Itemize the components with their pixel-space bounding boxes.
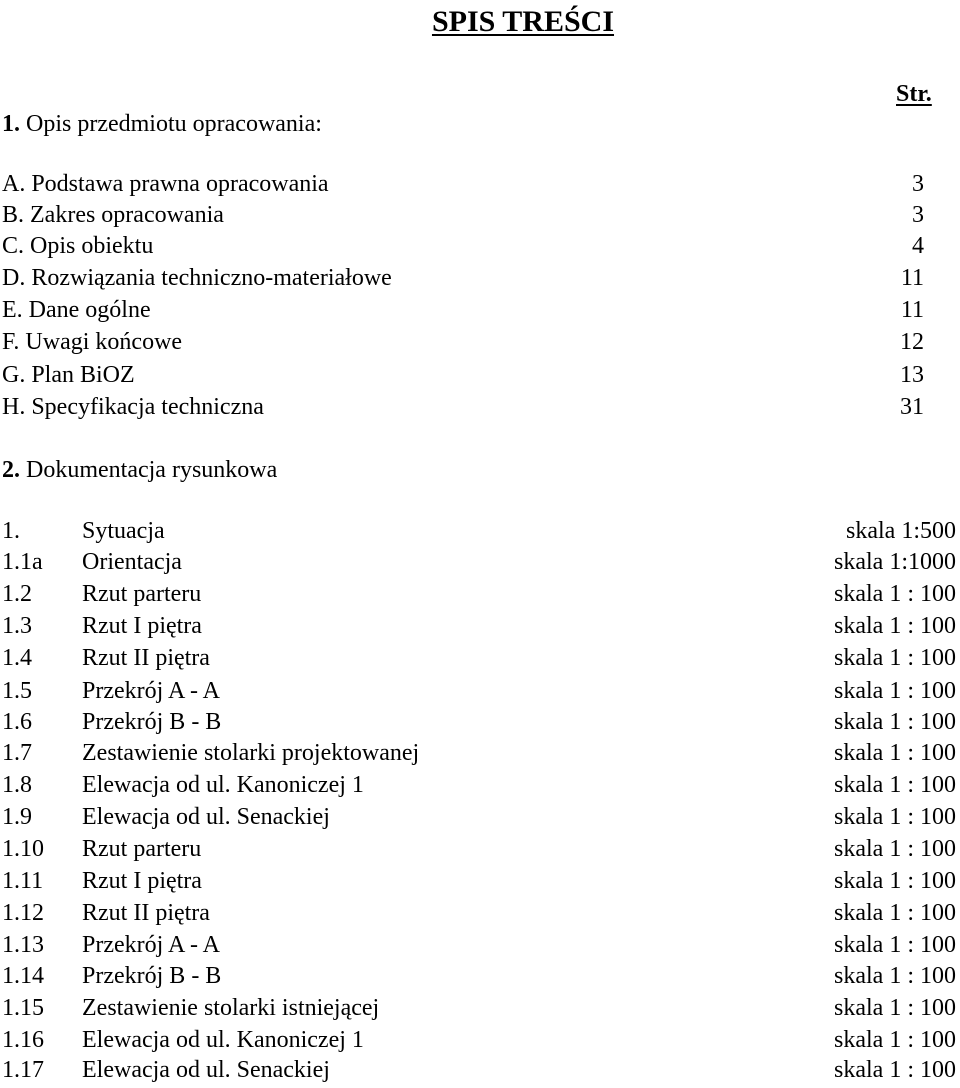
toc-page-g: 13 — [900, 362, 924, 388]
sheet-name: Przekrój B - B — [82, 709, 222, 735]
section-1-label: Opis przedmiotu opracowania: — [26, 111, 322, 137]
section-2-number: 2. — [2, 457, 20, 483]
sheet-name: Zestawienie stolarki projektowanej — [82, 740, 420, 766]
sheet-number: 1.4 — [2, 645, 32, 671]
sheet-row — [2, 869, 958, 899]
section-1-number: 1. — [2, 111, 20, 137]
sheet-scale: skala 1 : 100 — [834, 709, 956, 735]
toc-page-d: 11 — [900, 265, 924, 291]
sheet-scale: skala 1 : 100 — [834, 613, 956, 639]
sheet-number: 1.6 — [2, 709, 32, 735]
page-title: SPIS TREŚCI — [431, 5, 615, 38]
toc-page-c: 4 — [912, 233, 924, 259]
sheet-name: Przekrój A - A — [82, 678, 220, 704]
sheet-name: Elewacja od ul. Senackiej — [82, 1057, 330, 1083]
sheet-name: Elewacja od ul. Kanoniczej 1 — [82, 1027, 364, 1053]
section-2-label: Dokumentacja rysunkowa — [26, 457, 278, 483]
sheet-scale: skala 1 : 100 — [834, 678, 956, 704]
sheet-name: Rzut I piętra — [82, 613, 202, 639]
sheet-number: 1.5 — [2, 678, 32, 704]
sheet-name: Rzut II piętra — [82, 645, 210, 671]
sheet-row — [2, 710, 958, 740]
sheet-row — [2, 550, 958, 580]
sheet-name: Rzut parteru — [82, 836, 202, 862]
sheet-scale: skala 1:500 — [846, 518, 956, 544]
sheet-row — [2, 582, 958, 612]
sheet-row — [2, 805, 958, 835]
sheet-name: Elewacja od ul. Kanoniczej 1 — [82, 772, 364, 798]
section-1-heading — [2, 112, 322, 136]
sheet-scale: skala 1 : 100 — [834, 581, 956, 607]
sheet-scale: skala 1 : 100 — [834, 804, 956, 830]
sheet-row — [2, 1058, 958, 1088]
sheet-name: Orientacja — [82, 549, 182, 575]
sheet-name: Sytuacja — [82, 518, 165, 544]
sheet-row — [2, 837, 958, 867]
sheet-row — [2, 614, 958, 644]
sheet-number: 1.9 — [2, 804, 32, 830]
sheet-number: 1.16 — [2, 1027, 44, 1053]
sheet-name: Rzut parteru — [82, 581, 202, 607]
sheet-scale: skala 1 : 100 — [834, 995, 956, 1021]
sheet-row — [2, 646, 958, 676]
page-column-label: Str. — [896, 81, 932, 107]
section-2-heading — [2, 458, 277, 482]
sheet-number: 1.3 — [2, 613, 32, 639]
sheet-name: Zestawienie stolarki istniejącej — [82, 995, 380, 1021]
sheet-row — [2, 741, 958, 771]
sheet-scale: skala 1 : 100 — [834, 1027, 956, 1053]
sheet-scale: skala 1 : 100 — [834, 1057, 956, 1083]
sheet-name: Przekrój B - B — [82, 963, 222, 989]
sheet-number: 1.7 — [2, 740, 32, 766]
sheet-scale: skala 1 : 100 — [834, 963, 956, 989]
sheet-name: Rzut I piętra — [82, 868, 202, 894]
toc-page-a: 3 — [912, 171, 924, 197]
toc-item-e: E. Dane ogólne — [2, 297, 151, 323]
sheet-name: Elewacja od ul. Senackiej — [82, 804, 330, 830]
sheet-name: Przekrój A - A — [82, 932, 220, 958]
sheet-number: 1.12 — [2, 900, 44, 926]
sheet-number: 1.17 — [2, 1057, 44, 1083]
sheet-scale: skala 1 : 100 — [834, 740, 956, 766]
sheet-number: 1.10 — [2, 836, 44, 862]
sheet-row — [2, 773, 958, 803]
sheet-scale: skala 1 : 100 — [834, 645, 956, 671]
sheet-scale: skala 1 : 100 — [834, 836, 956, 862]
sheet-row — [2, 933, 958, 963]
sheet-scale: skala 1:1000 — [834, 549, 956, 575]
sheet-number: 1. — [2, 518, 20, 544]
sheet-number: 1.13 — [2, 932, 44, 958]
sheet-number: 1.8 — [2, 772, 32, 798]
sheet-number: 1.15 — [2, 995, 44, 1021]
sheet-scale: skala 1 : 100 — [834, 900, 956, 926]
sheet-name: Rzut II piętra — [82, 900, 210, 926]
toc-item-f: F. Uwagi końcowe — [2, 329, 183, 355]
sheet-scale: skala 1 : 100 — [834, 932, 956, 958]
toc-item-a: A. Podstawa prawna opracowania — [2, 171, 329, 197]
toc-item-c: C. Opis obiektu — [2, 233, 154, 259]
sheet-number: 1.14 — [2, 963, 44, 989]
sheet-number: 1.1a — [2, 549, 43, 575]
toc-page-f: 12 — [900, 329, 924, 355]
sheet-row — [2, 996, 958, 1026]
toc-item-h: H. Specyfikacja techniczna — [2, 394, 264, 420]
sheet-row — [2, 1028, 958, 1058]
sheet-row — [2, 964, 958, 994]
sheet-number: 1.11 — [2, 868, 44, 894]
toc-page-b: 3 — [912, 202, 924, 228]
sheet-scale: skala 1 : 100 — [834, 868, 956, 894]
toc-item-d: D. Rozwiązania techniczno-materiałowe — [2, 265, 392, 291]
sheet-row — [2, 679, 958, 709]
toc-page-h: 31 — [900, 394, 924, 420]
toc-page-e: 11 — [900, 297, 924, 323]
sheet-number: 1.2 — [2, 581, 32, 607]
toc-item-b: B. Zakres opracowania — [2, 202, 224, 228]
sheet-row — [2, 519, 958, 549]
sheet-scale: skala 1 : 100 — [834, 772, 956, 798]
sheet-row — [2, 901, 958, 931]
toc-item-g: G. Plan BiOZ — [2, 362, 135, 388]
